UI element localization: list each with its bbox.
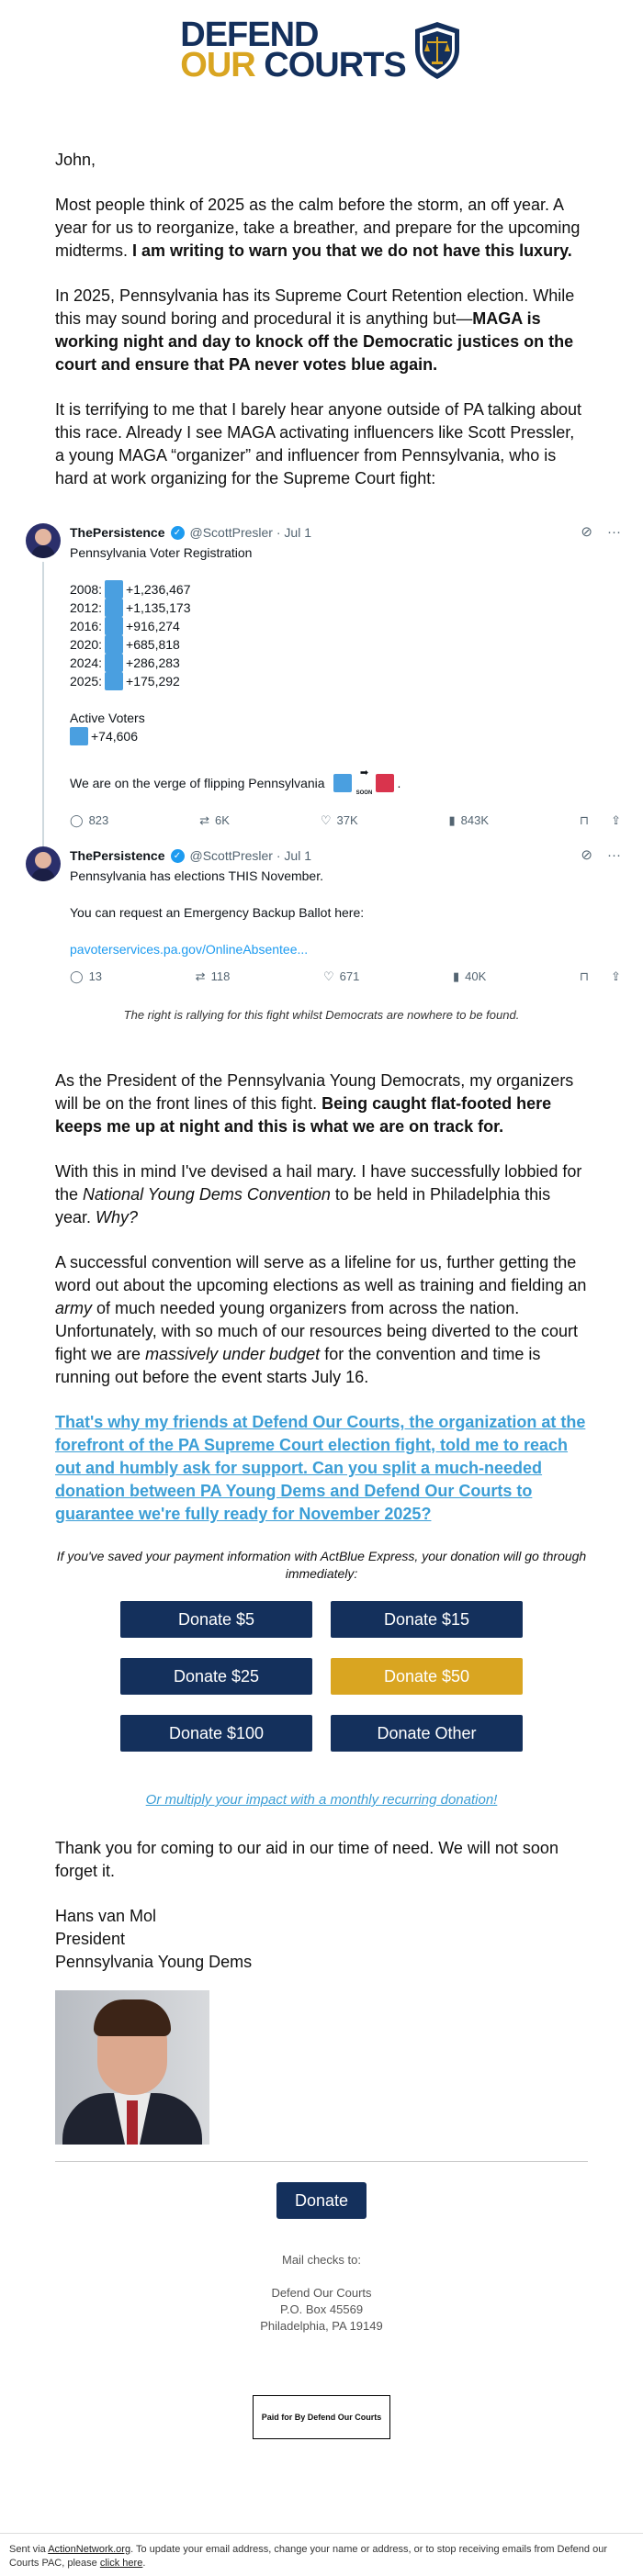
logo-wordmark: DEFEND OUR COURTS (180, 16, 406, 84)
defend-our-courts-logo[interactable] (0, 0, 643, 83)
donate-5-button[interactable]: Donate $5 (120, 1601, 312, 1638)
views-button[interactable]: ▮ 843K (449, 812, 490, 830)
tweet-actions (70, 968, 621, 986)
views-button[interactable]: ▮ 40K (453, 968, 486, 986)
red-square-icon (376, 774, 394, 792)
signer-org: Pennsylvania Young Dems (55, 1953, 253, 1971)
tweet-1[interactable] (13, 518, 630, 841)
donate-button-grid (55, 1601, 588, 1752)
paragraph-5: With this in mind I've devised a hail mary. I have successfully lobbied for the National Young Dems Convention to be held in Philadelphia this year. Why? (55, 1162, 582, 1226)
paragraph-2: In 2025, Pennsylvania has its Supreme Court Retention election. While this may sound boring and procedural it is anything but—MAGA is working night and day to knock off the Democratic justices on the court and ensure that PA never votes blue again. (55, 286, 575, 374)
blue-square-icon (105, 580, 123, 599)
retweet-button[interactable]: ⇄ 6K (199, 812, 230, 830)
absentee-link[interactable]: pavoterservices.pa.gov/OnlineAbsentee... (70, 942, 309, 957)
retweet-icon: ⇄ (195, 969, 206, 983)
paid-for-disclaimer: Paid for By Defend Our Courts (253, 2395, 390, 2439)
reply-button[interactable]: ◯ 823 (70, 812, 108, 830)
blue-square-icon (70, 727, 88, 745)
divider (55, 2161, 588, 2162)
tweet-author-name[interactable]: ThePersistence (70, 525, 165, 540)
views-icon: ▮ (448, 813, 456, 827)
blue-square-icon (333, 774, 352, 792)
like-button[interactable]: ♡ 671 (323, 968, 359, 986)
salutation: John, (55, 151, 96, 169)
verified-badge-icon: ✓ (171, 849, 185, 863)
reply-button[interactable]: ◯ 13 (70, 968, 102, 986)
tweet-caption: The right is rallying for this fight whilst Democrats are nowhere to be found. (123, 1008, 520, 1022)
bookmark-icon[interactable]: ⊓ (579, 969, 590, 983)
signer-name: Hans van Mol (55, 1907, 157, 1925)
soon-arrow-icon: ➡ SOON (355, 767, 373, 796)
thread-connector (42, 562, 44, 846)
actblue-note: If you've saved your payment information with ActBlue Express, your donation will go through immediately: (56, 1549, 587, 1581)
tweet-handle-date: @ScottPresler · Jul 1 (189, 525, 311, 540)
share-icon[interactable]: ⇪ (611, 813, 621, 827)
tweet-2[interactable] (13, 841, 630, 986)
grok-icon[interactable]: ⊘ (581, 847, 592, 863)
mail-heading: Mail checks to: (282, 2253, 361, 2267)
heart-icon: ♡ (320, 813, 332, 827)
monthly-donation-link[interactable]: Or multiply your impact with a monthly recurring donation! (145, 1792, 498, 1808)
more-options-icon[interactable]: ··· (607, 524, 621, 540)
tweet-title: Pennsylvania Voter Registration (70, 545, 253, 560)
tweet-avatar[interactable] (26, 846, 61, 881)
blue-square-icon (105, 617, 123, 635)
blue-square-icon (105, 599, 123, 617)
reply-icon: ◯ (70, 969, 84, 983)
blue-square-icon (105, 635, 123, 654)
embedded-tweet-thread[interactable] (13, 518, 630, 986)
signer-title: President (55, 1930, 126, 1948)
blue-square-icon (105, 654, 123, 672)
donation-cta-link[interactable]: That's why my friends at Defend Our Courts, the organization at the forefront of the PA Supreme Court election fight, told me to reach out and humbly ask for support. Can you split a much-needed donation between PA Young Dems and Defend Our Courts to guarantee we're fully ready for November 2025? (55, 1413, 586, 1523)
donate-other-button[interactable]: Donate Other (331, 1715, 523, 1752)
verge-line: We are on the verge of flipping Pennsylvania ➡ SOON . (70, 764, 621, 802)
mail-city: Philadelphia, PA 19149 (260, 2319, 383, 2333)
stat-line: 2024: +286,283 (70, 655, 180, 670)
share-icon[interactable]: ⇪ (611, 969, 621, 983)
paragraph-1: Most people think of 2025 as the calm before the storm, an off year. A year for us to reorganize, take a breather, and prepare for the upcoming midterms. I am writing to warn you that we do not have this luxury. (55, 196, 581, 260)
tweet-author-name[interactable]: ThePersistence (70, 848, 165, 863)
paragraph-3: It is terrifying to me that I barely hear anyone outside of PA talking about this race. Already I see MAGA activating influencers like Scott Pressler, a young MAGA “organizer” and influencer from Pennsylvania, who is hard at work organizing for the Supreme Court fight: (55, 400, 581, 487)
stat-line: 2025: +175,292 (70, 674, 180, 689)
donate-button[interactable]: Donate (276, 2182, 367, 2219)
donate-25-button[interactable]: Donate $25 (120, 1658, 312, 1695)
paragraph-4: As the President of the Pennsylvania Young Democrats, my organizers will be on the front lines of this fight. Being caught flat-footed here keeps me up at night and this is what we are on track for. (55, 1071, 574, 1136)
views-icon: ▮ (452, 969, 460, 983)
tweet-title: Pennsylvania has elections THIS November. (70, 868, 323, 883)
reply-icon: ◯ (70, 813, 84, 827)
bookmark-icon[interactable]: ⊓ (579, 813, 590, 827)
active-voters-label: Active Voters (70, 711, 145, 725)
actionnetwork-link[interactable]: ActionNetwork.org (48, 2544, 131, 2555)
tweet-actions (70, 812, 621, 830)
more-options-icon[interactable]: ··· (607, 847, 621, 863)
blue-square-icon (105, 672, 123, 690)
paragraph-6: A successful convention will serve as a lifeline for us, further getting the word out about the upcoming elections as well as training and fielding an army of much needed young organizers from across the nation. Unfortunately, with so much of our resources being diverted to the court fight we are massively under budget for the convention and time is running out before the event starts July 16. (55, 1253, 587, 1386)
stat-line: 2012: +1,135,173 (70, 600, 191, 615)
verified-badge-icon: ✓ (171, 526, 185, 540)
retweet-button[interactable]: ⇄ 118 (196, 968, 231, 986)
stat-line: 2008: +1,236,467 (70, 582, 191, 597)
active-voters-value: +74,606 (70, 727, 621, 745)
like-button[interactable]: ♡ 37K (321, 812, 358, 830)
signer-photo (55, 1990, 209, 2145)
heart-icon: ♡ (322, 969, 334, 983)
donate-15-button[interactable]: Donate $15 (331, 1601, 523, 1638)
scales-shield-icon (412, 20, 463, 81)
mailing-address (55, 2252, 588, 2335)
mail-name: Defend Our Courts (271, 2286, 372, 2300)
tweet-handle-date: @ScottPresler · Jul 1 (189, 848, 311, 863)
email-footer: Sent via ActionNetwork.org. To update your email address, change your name or address, or to stop receiving emails from Defend our Courts PAC, please click here. (0, 2533, 643, 2570)
mail-box: P.O. Box 45569 (279, 2302, 364, 2316)
stat-line: 2016: +916,274 (70, 619, 180, 633)
closing-thanks: Thank you for coming to our aid in our time of need. We will not soon forget it. (55, 1839, 558, 1880)
tweet-avatar[interactable] (26, 523, 61, 558)
donate-50-button[interactable]: Donate $50 (331, 1658, 523, 1695)
grok-icon[interactable]: ⊘ (581, 524, 592, 540)
signature-block (55, 1905, 588, 1974)
stat-line: 2020: +685,818 (70, 637, 180, 652)
retweet-icon: ⇄ (199, 813, 210, 827)
tweet-line: You can request an Emergency Backup Ballot here: (70, 905, 365, 920)
unsubscribe-link[interactable]: click here (99, 2558, 143, 2569)
donate-100-button[interactable]: Donate $100 (120, 1715, 312, 1752)
